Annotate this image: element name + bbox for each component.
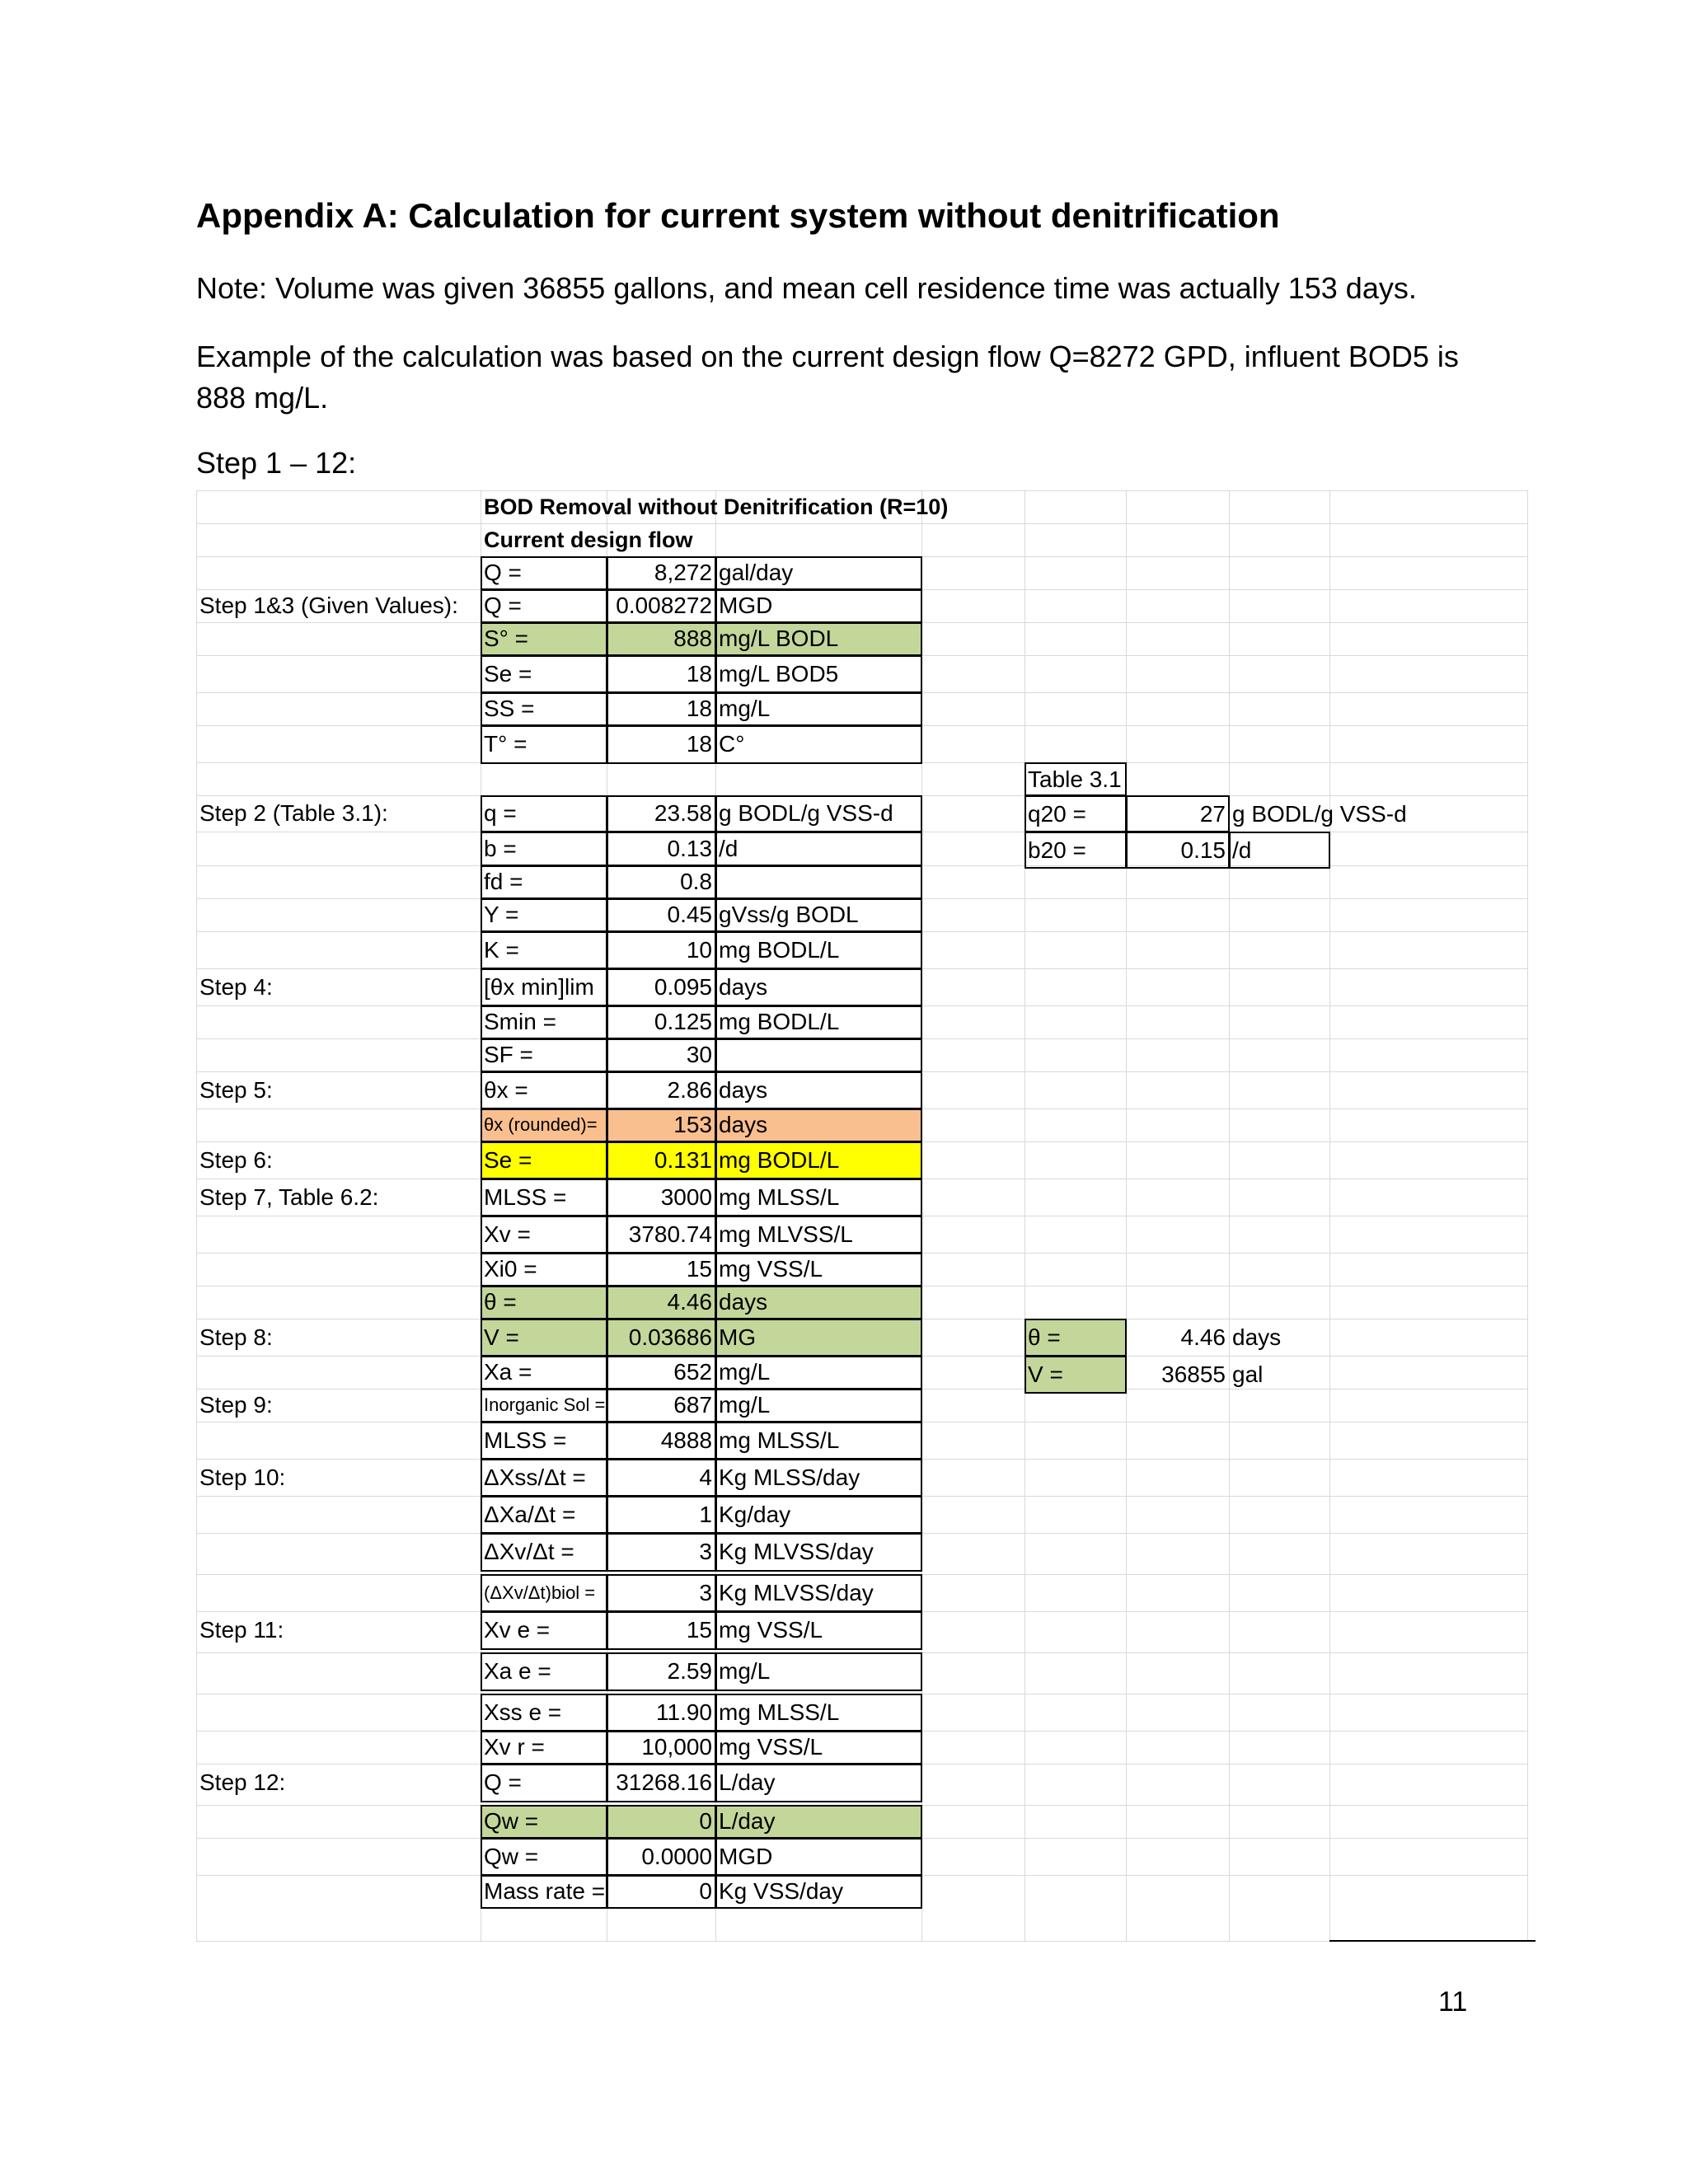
variable-label: Xv e = xyxy=(484,1617,551,1643)
variable-label: Mass rate = xyxy=(484,1878,606,1904)
variable-unit: mg/L xyxy=(719,1658,771,1684)
step-label: Step 5: xyxy=(199,1076,273,1103)
variable-value: 0.13 xyxy=(667,835,712,861)
variable-label: MLSS = xyxy=(484,1427,567,1453)
variable-label: SS = xyxy=(484,696,535,721)
variable-value: 0.0000 xyxy=(641,1843,712,1869)
variable-value: 3 xyxy=(699,1579,712,1605)
variable-label: Xv r = xyxy=(484,1734,545,1760)
variable-label: (ΔXv/Δt)biol = xyxy=(484,1582,596,1603)
variable-unit: Kg VSS/day xyxy=(719,1878,843,1904)
variable-value: 2.59 xyxy=(667,1658,712,1684)
table31-title: Table 3.1 xyxy=(1028,766,1122,792)
variable-unit: mg MLSS/L xyxy=(719,1183,840,1210)
variable-label: Q = xyxy=(484,1769,522,1795)
variable-value: 0.095 xyxy=(654,973,712,1000)
note-text: Note: Volume was given 36855 gallons, and mean cell residence time was actually 153 days. xyxy=(196,271,1417,305)
variable-label: Xss e = xyxy=(484,1699,562,1725)
bottom-rule xyxy=(1329,1940,1536,1942)
variable-value: 15 xyxy=(686,1256,712,1282)
step-label: Step 8: xyxy=(199,1324,273,1350)
variable-label: θx = xyxy=(484,1076,528,1103)
variable-unit: gal/day xyxy=(719,560,794,585)
table31-value: 0.15 xyxy=(1180,837,1226,863)
variable-value: 10 xyxy=(686,936,712,963)
variable-label: Se = xyxy=(484,1146,532,1173)
variable-value: 3 xyxy=(699,1539,712,1564)
example-text: Example of the calculation was based on the current design flow Q=8272 GPD, influent BOD5 is 888 mg/L. xyxy=(196,340,1459,415)
variable-unit: mg MLSS/L xyxy=(719,1427,840,1453)
variable-label: q = xyxy=(484,800,517,826)
variable-label: ΔXv/Δt = xyxy=(484,1539,574,1564)
variable-value: 3000 xyxy=(660,1183,712,1210)
variable-value: 0.8 xyxy=(680,869,712,894)
variable-value: 0 xyxy=(699,1808,712,1834)
table31-value: 27 xyxy=(1199,801,1226,827)
variable-value: 0 xyxy=(699,1878,712,1904)
gridline-v xyxy=(1329,490,1330,1941)
unit-box xyxy=(715,865,922,899)
variable-label: ΔXss/Δt = xyxy=(484,1464,586,1490)
variable-label: MLSS = xyxy=(484,1183,567,1210)
variable-value: 888 xyxy=(673,626,712,651)
variable-value: 23.58 xyxy=(654,800,712,826)
variable-unit: mg VSS/L xyxy=(719,1617,823,1643)
step-label: Step 2 (Table 3.1): xyxy=(199,800,388,826)
variable-unit: mg BODL/L xyxy=(719,936,840,963)
variable-value: 4 xyxy=(699,1464,712,1490)
step-label: Step 4: xyxy=(199,973,273,1000)
table31-unit: /d xyxy=(1232,837,1252,863)
sheet-header-title: BOD Removal without Denitrification (R=10) xyxy=(484,494,949,519)
variable-value: 2.86 xyxy=(667,1076,712,1103)
variable-unit: days xyxy=(719,1076,768,1103)
variable-label: Y = xyxy=(484,902,519,927)
variable-unit: MGD xyxy=(719,593,773,618)
step-label: Step 9: xyxy=(199,1392,273,1418)
variable-value: 4.46 xyxy=(667,1289,712,1315)
variable-unit: g BODL/g VSS-d xyxy=(719,800,893,826)
variable-label: Xi0 = xyxy=(484,1256,537,1282)
variable-value: 15 xyxy=(686,1617,712,1643)
variable-unit: L/day xyxy=(719,1808,776,1834)
side-unit: gal xyxy=(1232,1361,1264,1387)
step-label: Step 1&3 (Given Values): xyxy=(199,593,458,618)
variable-unit: mg MLSS/L xyxy=(719,1699,840,1725)
step-label: Step 11: xyxy=(199,1617,284,1643)
gridline-h xyxy=(196,490,1527,491)
gridline-v xyxy=(1527,490,1528,1941)
variable-unit: mg/L xyxy=(719,1359,771,1385)
variable-unit: Kg MLVSS/day xyxy=(719,1539,874,1564)
side-label: V = xyxy=(1028,1361,1063,1387)
side-label: θ = xyxy=(1028,1324,1061,1350)
calculation-sheet xyxy=(196,490,1527,1941)
variable-label: T° = xyxy=(484,731,528,757)
variable-unit: mg MLVSS/L xyxy=(719,1221,853,1247)
variable-value: 0.008272 xyxy=(616,593,712,618)
gridline-v xyxy=(1126,490,1127,1941)
variable-unit: mg BODL/L xyxy=(719,1009,840,1034)
variable-label: K = xyxy=(484,936,519,963)
variable-unit: mg/L xyxy=(719,696,771,721)
unit-box xyxy=(715,725,922,764)
variable-value: 0.131 xyxy=(654,1146,712,1173)
variable-label: Inorganic Sol = xyxy=(484,1394,606,1415)
variable-unit: gVss/g BODL xyxy=(719,902,859,927)
variable-label: θ = xyxy=(484,1289,517,1315)
page-title: Appendix A: Calculation for current system without denitrification xyxy=(196,196,1280,235)
variable-unit: C° xyxy=(719,731,745,757)
variable-unit: mg/L xyxy=(719,1392,771,1418)
side-value: 36855 xyxy=(1161,1361,1226,1387)
variable-label: ΔXa/Δt = xyxy=(484,1501,576,1527)
variable-unit: days xyxy=(719,1289,768,1315)
variable-label: Qw = xyxy=(484,1808,539,1834)
variable-label: Xa e = xyxy=(484,1658,551,1684)
gridline-v xyxy=(196,490,197,1941)
gridline-h xyxy=(196,1941,1527,1942)
variable-unit: Kg MLSS/day xyxy=(719,1464,860,1490)
variable-label: SF = xyxy=(484,1042,533,1067)
variable-label: [θx min]lim xyxy=(484,973,594,1000)
variable-value: 18 xyxy=(686,731,712,757)
variable-label: b = xyxy=(484,835,517,861)
variable-label: Xa = xyxy=(484,1359,532,1385)
step-label: Step 10: xyxy=(199,1464,286,1490)
variable-unit: Kg/day xyxy=(719,1501,791,1527)
variable-value: 1 xyxy=(699,1501,712,1527)
variable-label: fd = xyxy=(484,869,523,894)
variable-label: Se = xyxy=(484,660,532,687)
variable-value: 11.90 xyxy=(656,1699,712,1725)
variable-label: S° = xyxy=(484,626,529,651)
variable-value: 652 xyxy=(673,1359,712,1385)
variable-unit: /d xyxy=(719,835,738,861)
variable-unit: mg VSS/L xyxy=(719,1734,823,1760)
variable-unit: days xyxy=(719,1112,768,1137)
variable-unit: MG xyxy=(719,1324,757,1350)
variable-unit: mg VSS/L xyxy=(719,1256,823,1282)
table31-label: b20 = xyxy=(1028,837,1086,863)
variable-value: 30 xyxy=(686,1042,712,1067)
variable-label: V = xyxy=(484,1324,519,1350)
variable-value: 0.03686 xyxy=(628,1324,712,1350)
unit-box xyxy=(715,1038,922,1072)
steps-heading: Step 1 – 12: xyxy=(196,446,357,480)
variable-value: 0.125 xyxy=(654,1009,712,1034)
table31-unit: g BODL/g VSS-d xyxy=(1232,801,1407,827)
step-label: Step 12: xyxy=(199,1769,286,1795)
gridline-v xyxy=(1229,490,1230,1941)
variable-label: Q = xyxy=(484,593,522,618)
variable-value: 3780.74 xyxy=(628,1221,712,1247)
unit-box xyxy=(715,832,922,866)
variable-unit: MGD xyxy=(719,1843,773,1869)
variable-unit: mg/L BODL xyxy=(719,626,839,651)
variable-label: Xv = xyxy=(484,1221,531,1247)
variable-unit: L/day xyxy=(719,1769,776,1795)
variable-value: 18 xyxy=(686,696,712,721)
sheet-header-subtitle: Current design flow xyxy=(484,527,693,552)
gridline-h xyxy=(196,523,1527,524)
step-label: Step 6: xyxy=(199,1146,273,1173)
variable-unit: Kg MLVSS/day xyxy=(719,1579,874,1605)
variable-value: 31268.16 xyxy=(616,1769,712,1795)
variable-value: 8,272 xyxy=(654,560,712,585)
variable-label: Qw = xyxy=(484,1843,539,1869)
variable-value: 18 xyxy=(686,660,712,687)
page-number: 11 xyxy=(1438,1986,1468,2018)
side-value: 4.46 xyxy=(1180,1324,1226,1350)
variable-unit: days xyxy=(719,973,768,1000)
variable-value: 687 xyxy=(673,1392,712,1418)
variable-value: 10,000 xyxy=(641,1734,712,1760)
variable-label: Q = xyxy=(484,560,522,585)
variable-value: 4888 xyxy=(660,1427,712,1453)
side-unit: days xyxy=(1232,1324,1282,1350)
variable-unit: mg BODL/L xyxy=(719,1146,840,1173)
variable-label: Smin = xyxy=(484,1009,556,1034)
variable-value: 0.45 xyxy=(667,902,712,927)
variable-value: 153 xyxy=(673,1112,712,1137)
table31-label: q20 = xyxy=(1028,801,1086,827)
step-label: Step 7, Table 6.2: xyxy=(199,1183,379,1210)
variable-unit: mg/L BOD5 xyxy=(719,660,839,687)
variable-label: θx (rounded)= xyxy=(484,1114,598,1135)
